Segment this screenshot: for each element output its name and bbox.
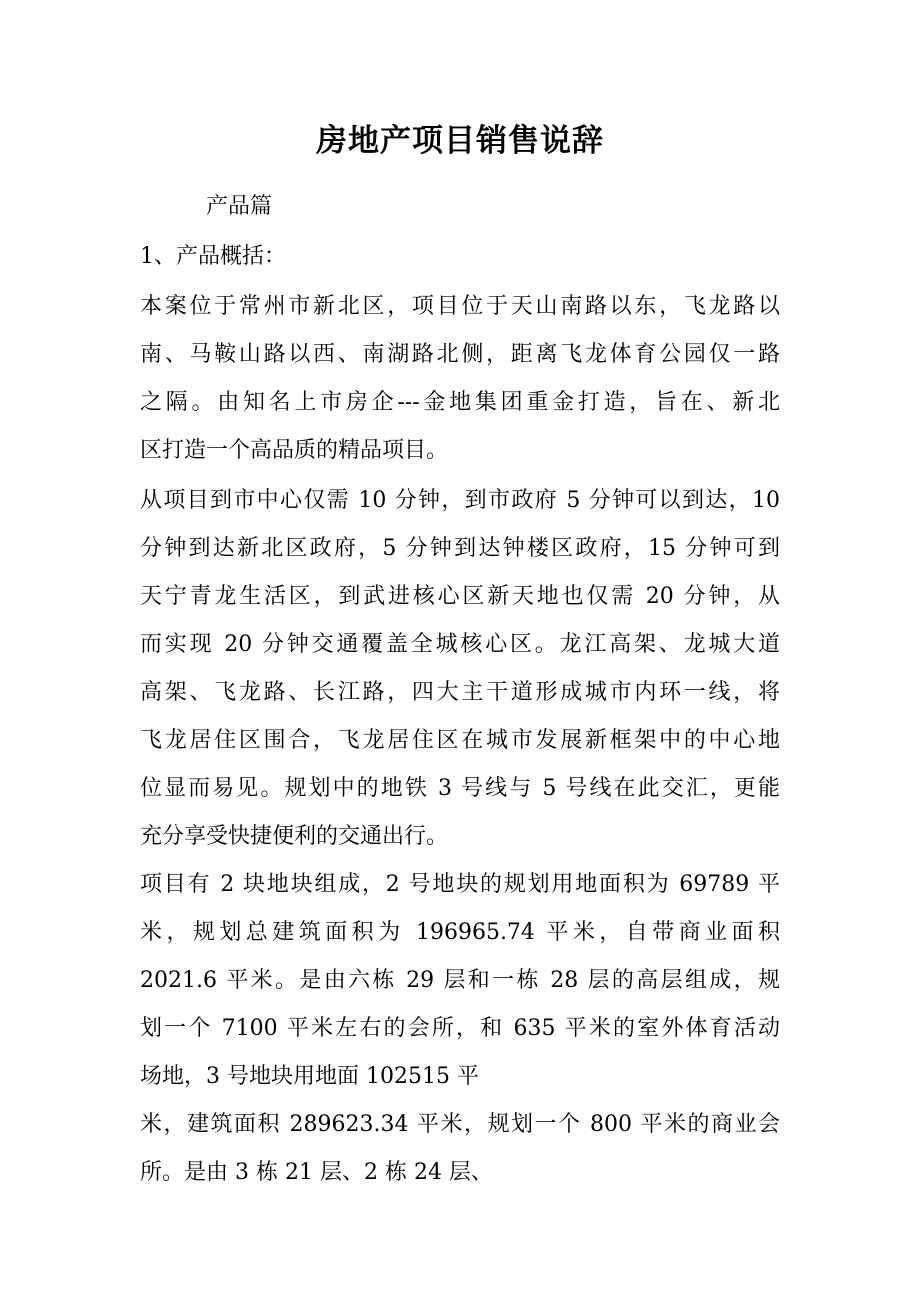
- paragraph-line: 所。是由 3 栋 21 层、2 栋 24 层、: [140, 1160, 493, 1185]
- paragraph-line: 米，规划总建筑面积为 196965.74 平米，自带商业面积: [140, 920, 780, 945]
- section-label: 产品篇: [206, 194, 273, 219]
- paragraph-line: 高架、飞龙路、长江路，四大主干道形成城市内环一线，将: [140, 680, 780, 705]
- paragraph-line: 场地，3 号地块用地面 102515 平: [140, 1064, 479, 1089]
- paragraph-line: 分钟到达新北区政府，5 分钟到达钟楼区政府，15 分钟可到: [140, 536, 780, 561]
- paragraph-line: 之隔。由知名上市房企---金地集团重金打造，旨在、新北: [140, 390, 780, 415]
- paragraph-line: 天宁青龙生活区，到武进核心区新天地也仅需 20 分钟，从: [140, 584, 780, 609]
- paragraph-line: 充分享受快捷便利的交通出行。: [140, 824, 449, 849]
- paragraph-line: 本案位于常州市新北区，项目位于天山南路以东，飞龙路以: [140, 294, 780, 319]
- document-title: 房地产项目销售说辞: [316, 123, 604, 159]
- paragraph-line: 米，建筑面积 289623.34 平米，规划一个 800 平米的商业会: [140, 1112, 780, 1137]
- paragraph-line: 区打造一个高品质的精品项目。: [140, 438, 449, 463]
- paragraph-line: 划一个 7100 平米左右的会所，和 635 平米的室外体育活动: [140, 1016, 780, 1041]
- paragraph-line: 2021.6 平米。是由六栋 29 层和一栋 28 层的高层组成，规: [140, 968, 780, 993]
- section-heading: 1、产品概括：: [140, 244, 286, 269]
- paragraph-line: 位显而易见。规划中的地铁 3 号线与 5 号线在此交汇，更能: [140, 776, 780, 801]
- paragraph-line: 从项目到市中心仅需 10 分钟，到市政府 5 分钟可以到达，10: [140, 488, 780, 513]
- paragraph-line: 飞龙居住区围合，飞龙居住区在城市发展新框架中的中心地: [140, 728, 780, 753]
- paragraph-line: 而实现 20 分钟交通覆盖全城核心区。龙江高架、龙城大道: [140, 632, 780, 657]
- paragraph-line: 南、马鞍山路以西、南湖路北侧，距离飞龙体育公园仅一路: [140, 342, 780, 367]
- paragraph-line: 项目有 2 块地块组成，2 号地块的规划用地面积为 69789 平: [140, 872, 780, 897]
